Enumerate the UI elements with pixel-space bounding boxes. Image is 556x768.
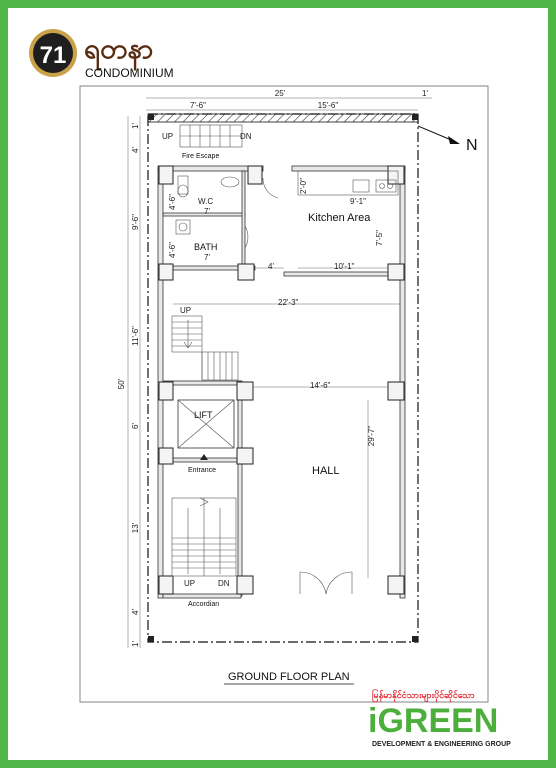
floor-plan-drawing bbox=[8, 8, 548, 760]
lift-shaft bbox=[178, 400, 234, 474]
dim-total-depth: 50' bbox=[117, 378, 126, 390]
igreen-brand bbox=[368, 689, 511, 748]
logo-subtitle: CONDOMINIUM bbox=[85, 66, 174, 80]
kitchen-small-dim: 2'-0" bbox=[299, 178, 308, 194]
kitchen-depth-dim: 7'-5" bbox=[375, 230, 384, 246]
main-stair-upper bbox=[172, 298, 400, 380]
stair-bottom-up: UP bbox=[184, 579, 196, 588]
logo-myanmar-name: ရတနာ bbox=[84, 33, 154, 64]
logo-number: 71 bbox=[39, 42, 67, 69]
bath-width: 7' bbox=[204, 253, 210, 262]
hall-width-dim: 14'-6" bbox=[310, 381, 331, 390]
bath-room bbox=[168, 178, 278, 262]
front-setback-band bbox=[148, 114, 418, 122]
plan-title: GROUND FLOOR PLAN bbox=[228, 671, 350, 683]
dim-lower-stair-depth: 13' bbox=[131, 522, 140, 534]
dim-lift-depth: 6' bbox=[131, 423, 140, 429]
kitchen-counter-dim: 9'-1" bbox=[350, 197, 366, 206]
dim-fire-escape-depth: 4' bbox=[131, 147, 140, 153]
wc-label: W.C bbox=[198, 197, 214, 206]
dim-left-segment: 7'-6" bbox=[190, 101, 206, 110]
structural-columns bbox=[159, 166, 404, 594]
dim-bottom-offset: 1' bbox=[131, 641, 140, 647]
top-dimensions bbox=[146, 89, 432, 110]
hall-label: HALL bbox=[312, 465, 340, 477]
wc-height: 4'-6" bbox=[168, 194, 177, 210]
plot-boundary bbox=[148, 114, 418, 642]
drawing-sheet bbox=[8, 8, 548, 760]
stair-mid-up: UP bbox=[180, 306, 192, 315]
wc-width: 7' bbox=[204, 207, 210, 216]
north-arrow bbox=[418, 126, 478, 154]
hall-depth-dim: 29'-7" bbox=[367, 425, 376, 447]
dim-right-offset: 1' bbox=[422, 89, 428, 98]
main-stair-lower bbox=[172, 498, 236, 608]
dim-stair-depth: 11'-6" bbox=[131, 326, 140, 346]
north-label: N bbox=[466, 137, 478, 154]
kitchen-area bbox=[256, 171, 398, 271]
fire-escape-dn: DN bbox=[240, 132, 252, 141]
fire-escape-stair bbox=[162, 125, 252, 160]
brand-myanmar-text: မြန်မာနိုင်ငံသားများပိုင်ဆိုင်သော bbox=[372, 690, 475, 700]
bath-label: BATH bbox=[194, 242, 218, 252]
brand-name: iGREEN bbox=[368, 702, 499, 740]
fire-escape-label: Fire Escape bbox=[182, 153, 220, 160]
left-dimensions bbox=[117, 116, 140, 648]
dim-bottom-margin: 4' bbox=[131, 609, 140, 615]
dim-top-margin: 1' bbox=[131, 123, 140, 129]
bath-height: 4'-6" bbox=[168, 242, 177, 258]
stair-bottom-dn: DN bbox=[218, 579, 230, 588]
fire-escape-up: UP bbox=[162, 132, 174, 141]
hall-area bbox=[253, 381, 388, 594]
drawing-border bbox=[80, 86, 488, 702]
brand-tagline: DEVELOPMENT & ENGINEERING GROUP bbox=[372, 741, 511, 748]
lift-label: LIFT bbox=[194, 410, 213, 420]
dim-total-width: 25' bbox=[274, 89, 286, 98]
condominium-logo bbox=[29, 29, 174, 80]
kitchen-width-dim: 10'-1" bbox=[334, 262, 355, 271]
corridor-dim: 4' bbox=[268, 262, 274, 271]
dim-right-segment: 15'-6" bbox=[317, 101, 339, 110]
accordian-label: Accordian bbox=[188, 601, 220, 608]
wc-room bbox=[168, 176, 239, 216]
kitchen-label: Kitchen Area bbox=[308, 212, 371, 224]
dim-wc-bath-depth: 9'-6" bbox=[131, 214, 140, 230]
entrance-label: Entrance bbox=[188, 467, 217, 474]
upper-hall-width-dim: 22'-3" bbox=[278, 298, 299, 307]
